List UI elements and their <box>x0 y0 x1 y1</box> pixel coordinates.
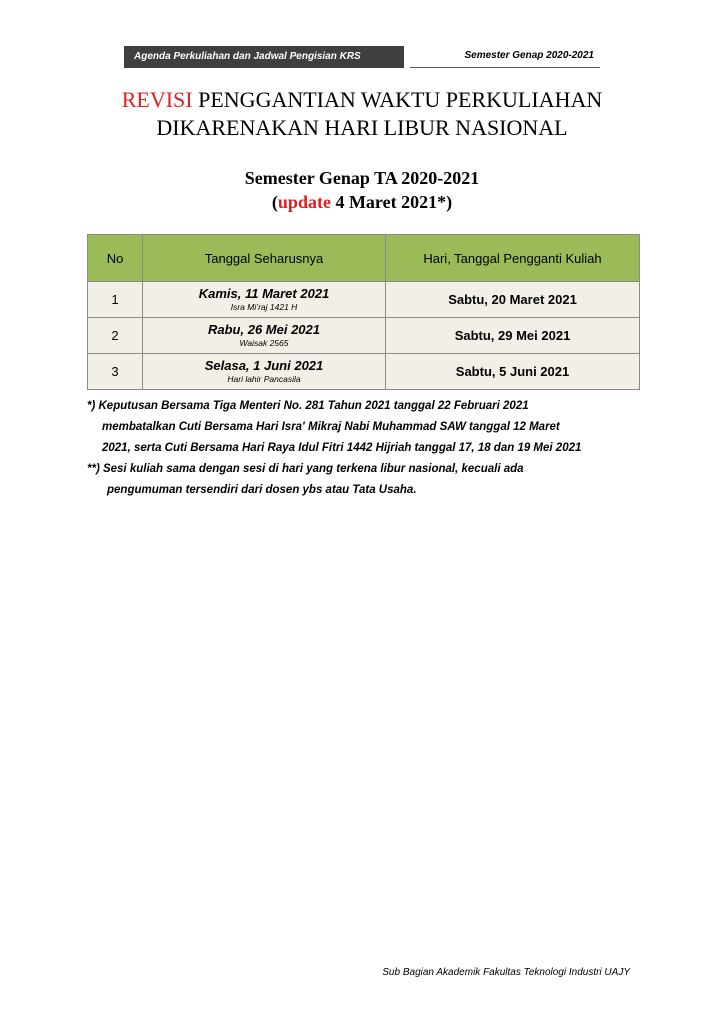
title-line-1 <box>40 86 684 114</box>
original-date-cell <box>143 354 386 390</box>
note-2-line-1: **) Sesi kuliah sama dengan sesi di hari yang terkena libur nasional, kecuali ada <box>87 463 524 475</box>
row-number <box>88 354 143 390</box>
subtitle-update-rest: 4 Maret 2021*) <box>330 192 453 212</box>
note-1-line-2: membatalkan Cuti Bersama Hari Isra' Mikraj Nabi Muhammad SAW tanggal 12 Maret <box>102 421 560 433</box>
subtitle-update-word: update <box>277 192 331 212</box>
holiday-note: Hari lahir Pancasila <box>227 374 301 384</box>
header-bar-left <box>124 46 404 68</box>
page-title <box>40 86 684 142</box>
table-row <box>88 282 640 318</box>
original-date-cell <box>143 282 386 318</box>
holiday-note: Isra Mi’raj 1421 H <box>230 302 298 312</box>
table-row <box>88 318 640 354</box>
title-line-2: DIKARENAKAN HARI LIBUR NASIONAL <box>156 115 568 140</box>
note-1-line-3: 2021, serta Cuti Bersama Hari Raya Idul Fitri 1442 Hijriah tanggal 17, 18 dan 19 Mei 2021 <box>102 442 582 454</box>
subtitle-open-paren: ( <box>271 192 278 212</box>
page-footer <box>382 967 630 978</box>
page-subtitle <box>40 166 684 214</box>
substitute-date: Sabtu, 5 Juni 2021 <box>455 364 570 379</box>
row-number <box>88 318 143 354</box>
note-2-line-2: pengumuman tersendiri dari dosen ybs atau Tata Usaha. <box>107 484 417 496</box>
header-left-text: Agenda Perkuliahan dan Jadwal Pengisian KRS <box>134 51 361 62</box>
header-substitute-date: Hari, Tanggal Pengganti Kuliah <box>386 235 640 282</box>
original-date: Rabu, 26 Mei 2021 <box>208 322 320 337</box>
header-no: No <box>88 235 143 282</box>
row-number <box>88 282 143 318</box>
row-number-text: 1 <box>111 292 119 307</box>
schedule-table <box>87 234 640 390</box>
row-number-text: 3 <box>111 364 119 379</box>
footer-text: Sub Bagian Akademik Fakultas Teknologi Industri UAJY <box>382 967 630 978</box>
header-bar-right <box>410 46 600 68</box>
holiday-note: Waisak 2565 <box>239 338 289 348</box>
table-header-row <box>88 235 640 282</box>
table-row <box>88 354 640 390</box>
row-number-text: 2 <box>111 328 119 343</box>
original-date: Selasa, 1 Juni 2021 <box>204 358 324 373</box>
subtitle-update <box>40 190 684 214</box>
substitute-date-cell <box>386 282 640 318</box>
footnotes <box>87 396 647 501</box>
substitute-date-cell <box>386 354 640 390</box>
note-1-line-1: *) Keputusan Bersama Tiga Menteri No. 281 Tahun 2021 tanggal 22 Februari 2021 <box>87 400 529 412</box>
subtitle-semester: Semester Genap TA 2020-2021 <box>244 168 480 188</box>
original-date-cell <box>143 318 386 354</box>
original-date: Kamis, 11 Maret 2021 <box>198 286 330 301</box>
title-line-1-rest: PENGGANTIAN WAKTU PERKULIAHAN <box>192 87 603 112</box>
header-original-date: Tanggal Seharusnya <box>143 235 386 282</box>
header-right-text: Semester Genap 2020-2021 <box>464 50 594 61</box>
substitute-date-cell <box>386 318 640 354</box>
substitute-date: Sabtu, 20 Maret 2021 <box>448 292 577 307</box>
substitute-date: Sabtu, 29 Mei 2021 <box>454 328 571 343</box>
title-highlight: REVISI <box>121 87 193 112</box>
